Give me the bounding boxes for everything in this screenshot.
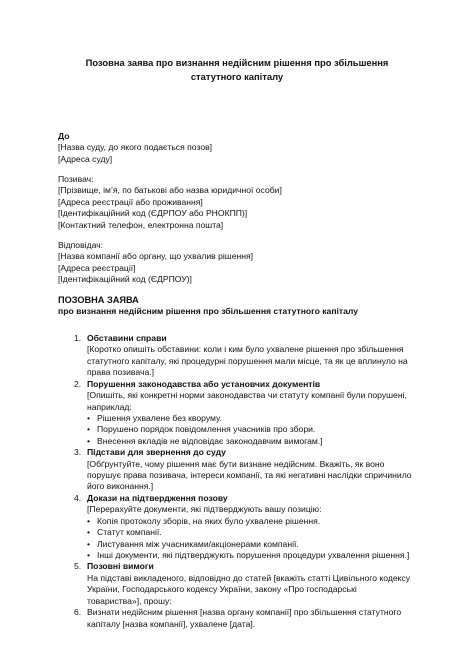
- court-address: [Адреса суду]: [58, 153, 113, 164]
- defendant-id-code: [Ідентифікаційний код (ЄДРПОУ)]: [58, 274, 192, 285]
- claim-item-title: Обставини справи: [87, 333, 167, 343]
- claim-item-number: 2.: [74, 378, 82, 389]
- claim-item: [58, 447, 418, 493]
- claim-item-text-line: його виконання.]: [87, 481, 154, 492]
- claim-item-bullet: • Листування між учасниками/акціонерами компанії.: [87, 539, 418, 550]
- claim-item: [58, 333, 418, 379]
- claim-item-text-line: права позивача.]: [87, 367, 155, 378]
- document-title: [60, 56, 414, 83]
- plaintiff-block: [58, 174, 418, 231]
- claim-subheading: про визнання недійсним рішення про збільшення статутного капіталу: [58, 306, 359, 317]
- plaintiff-label: Позивач:: [58, 174, 94, 184]
- claim-item-title: Підстави для звернення до суду: [87, 447, 226, 458]
- claim-item-text-line: порушує права позивача, інтереси компанії, та які негативні наслідки спричинило: [87, 470, 412, 481]
- defendant-block: [58, 240, 418, 286]
- claim-item-text-line: [Коротко опишіть обставини: коли і ким було ухвалене рішення про збільшення: [87, 344, 404, 355]
- claim-item-body: [87, 333, 418, 379]
- claim-item-number: 6.: [74, 607, 82, 618]
- claim-item-text-line: капіталу [назва компанії], ухвалене [дата].: [87, 618, 256, 629]
- claim-item-body: [87, 493, 418, 516]
- claim-item: [58, 493, 418, 562]
- claim-item-title: Позовні вимоги: [87, 561, 154, 572]
- claim-item-text-line: На підставі викладеного, відповідно до статей [вкажіть статті Цивільного кодексу: [87, 572, 411, 583]
- plaintiff-address: [Адреса реєстрації або проживання]: [58, 196, 203, 207]
- defendant-name: [Назва компанії або органу, що ухвалив рішення]: [58, 251, 254, 262]
- claim-item-bullet: • Внесення вкладів не відповідає законодавчим вимогам.]: [87, 436, 418, 447]
- claim-item: [58, 607, 418, 630]
- claim-item-text-line: [Обґрунтуйте, чому рішення має бути визнане недійсним. Вкажіть, як воно: [87, 458, 385, 469]
- plaintiff-id-code: [Ідентифікаційний код (ЄДРПОУ або РНОКПП)]: [58, 208, 248, 219]
- claim-item-number: 1.: [74, 333, 82, 343]
- claim-item-text-line: [Перерахуйте документи, які підтверджують вашу позицію:: [87, 504, 322, 515]
- claim-item-bullet: • Порушено порядок повідомлення учасників про збори.: [87, 424, 418, 435]
- claim-item-body: [87, 379, 418, 413]
- claim-item: [58, 379, 418, 448]
- claim-item-title: Порушення законодавства або установчих документів: [87, 378, 321, 389]
- to-court-block: [58, 131, 418, 165]
- plaintiff-contacts: [Контактний телефон, електронна пошта]: [58, 219, 224, 230]
- claim-heading-block: [58, 294, 418, 318]
- plaintiff-name: [Прізвище, ім’я, по батькові або назва юридичної особи]: [58, 185, 282, 196]
- claim-item-text-line: [Опишіть, які конкретні норми законодавства чи статуту компанії були порушені,: [87, 390, 407, 401]
- claim-item-text-line: товариства»], прошу:: [87, 595, 172, 606]
- defendant-address: [Адреса реєстрації]: [58, 262, 136, 273]
- claim-heading: ПОЗОВНА ЗАЯВА: [58, 295, 139, 305]
- claim-item: [58, 561, 418, 607]
- claim-item-bullet: • Копія протоколу зборів, на яких було ухвалене рішення.: [87, 516, 418, 527]
- claim-item-number: 3.: [74, 447, 82, 458]
- claim-item-number: 4.: [74, 492, 82, 503]
- claim-item-text-line: статутного капіталу, які процедурні порушення мали місце, та як це вплинуло на: [87, 355, 408, 366]
- document-title-line-1: Позовна заява про визнання недійсним рішення про збільшення: [85, 57, 389, 68]
- document-title-line-2: статутного капіталу: [190, 70, 284, 82]
- to-label: До: [58, 131, 70, 141]
- claim-items-list: [58, 333, 418, 630]
- claim-item-bullet: • Рішення ухвалене без кворуму.: [87, 413, 418, 424]
- court-name: [Назва суду, до якого подається позов]: [58, 142, 213, 153]
- claim-item-body: [87, 561, 418, 607]
- claim-item-body: [87, 447, 418, 493]
- claim-item-body: [87, 607, 418, 630]
- claim-item-text-line: України, Господарського кодексу України, закону «Про господарські: [87, 584, 357, 595]
- claim-item-bullet: • Інші документи, які підтверджують порушення процедури ухвалення рішення.]: [87, 550, 418, 561]
- claim-item-text-line: наприклад:: [87, 401, 132, 412]
- claim-item-title: Докази на підтвердження позову: [87, 492, 228, 503]
- claim-item-bullet: • Статут компанії.: [87, 527, 418, 538]
- defendant-label: Відповідач:: [58, 240, 104, 250]
- claim-item-text-line: Визнати недійсним рішення [назва органу компанії] про збільшення статутного: [87, 607, 402, 618]
- claim-item-number: 5.: [74, 561, 82, 572]
